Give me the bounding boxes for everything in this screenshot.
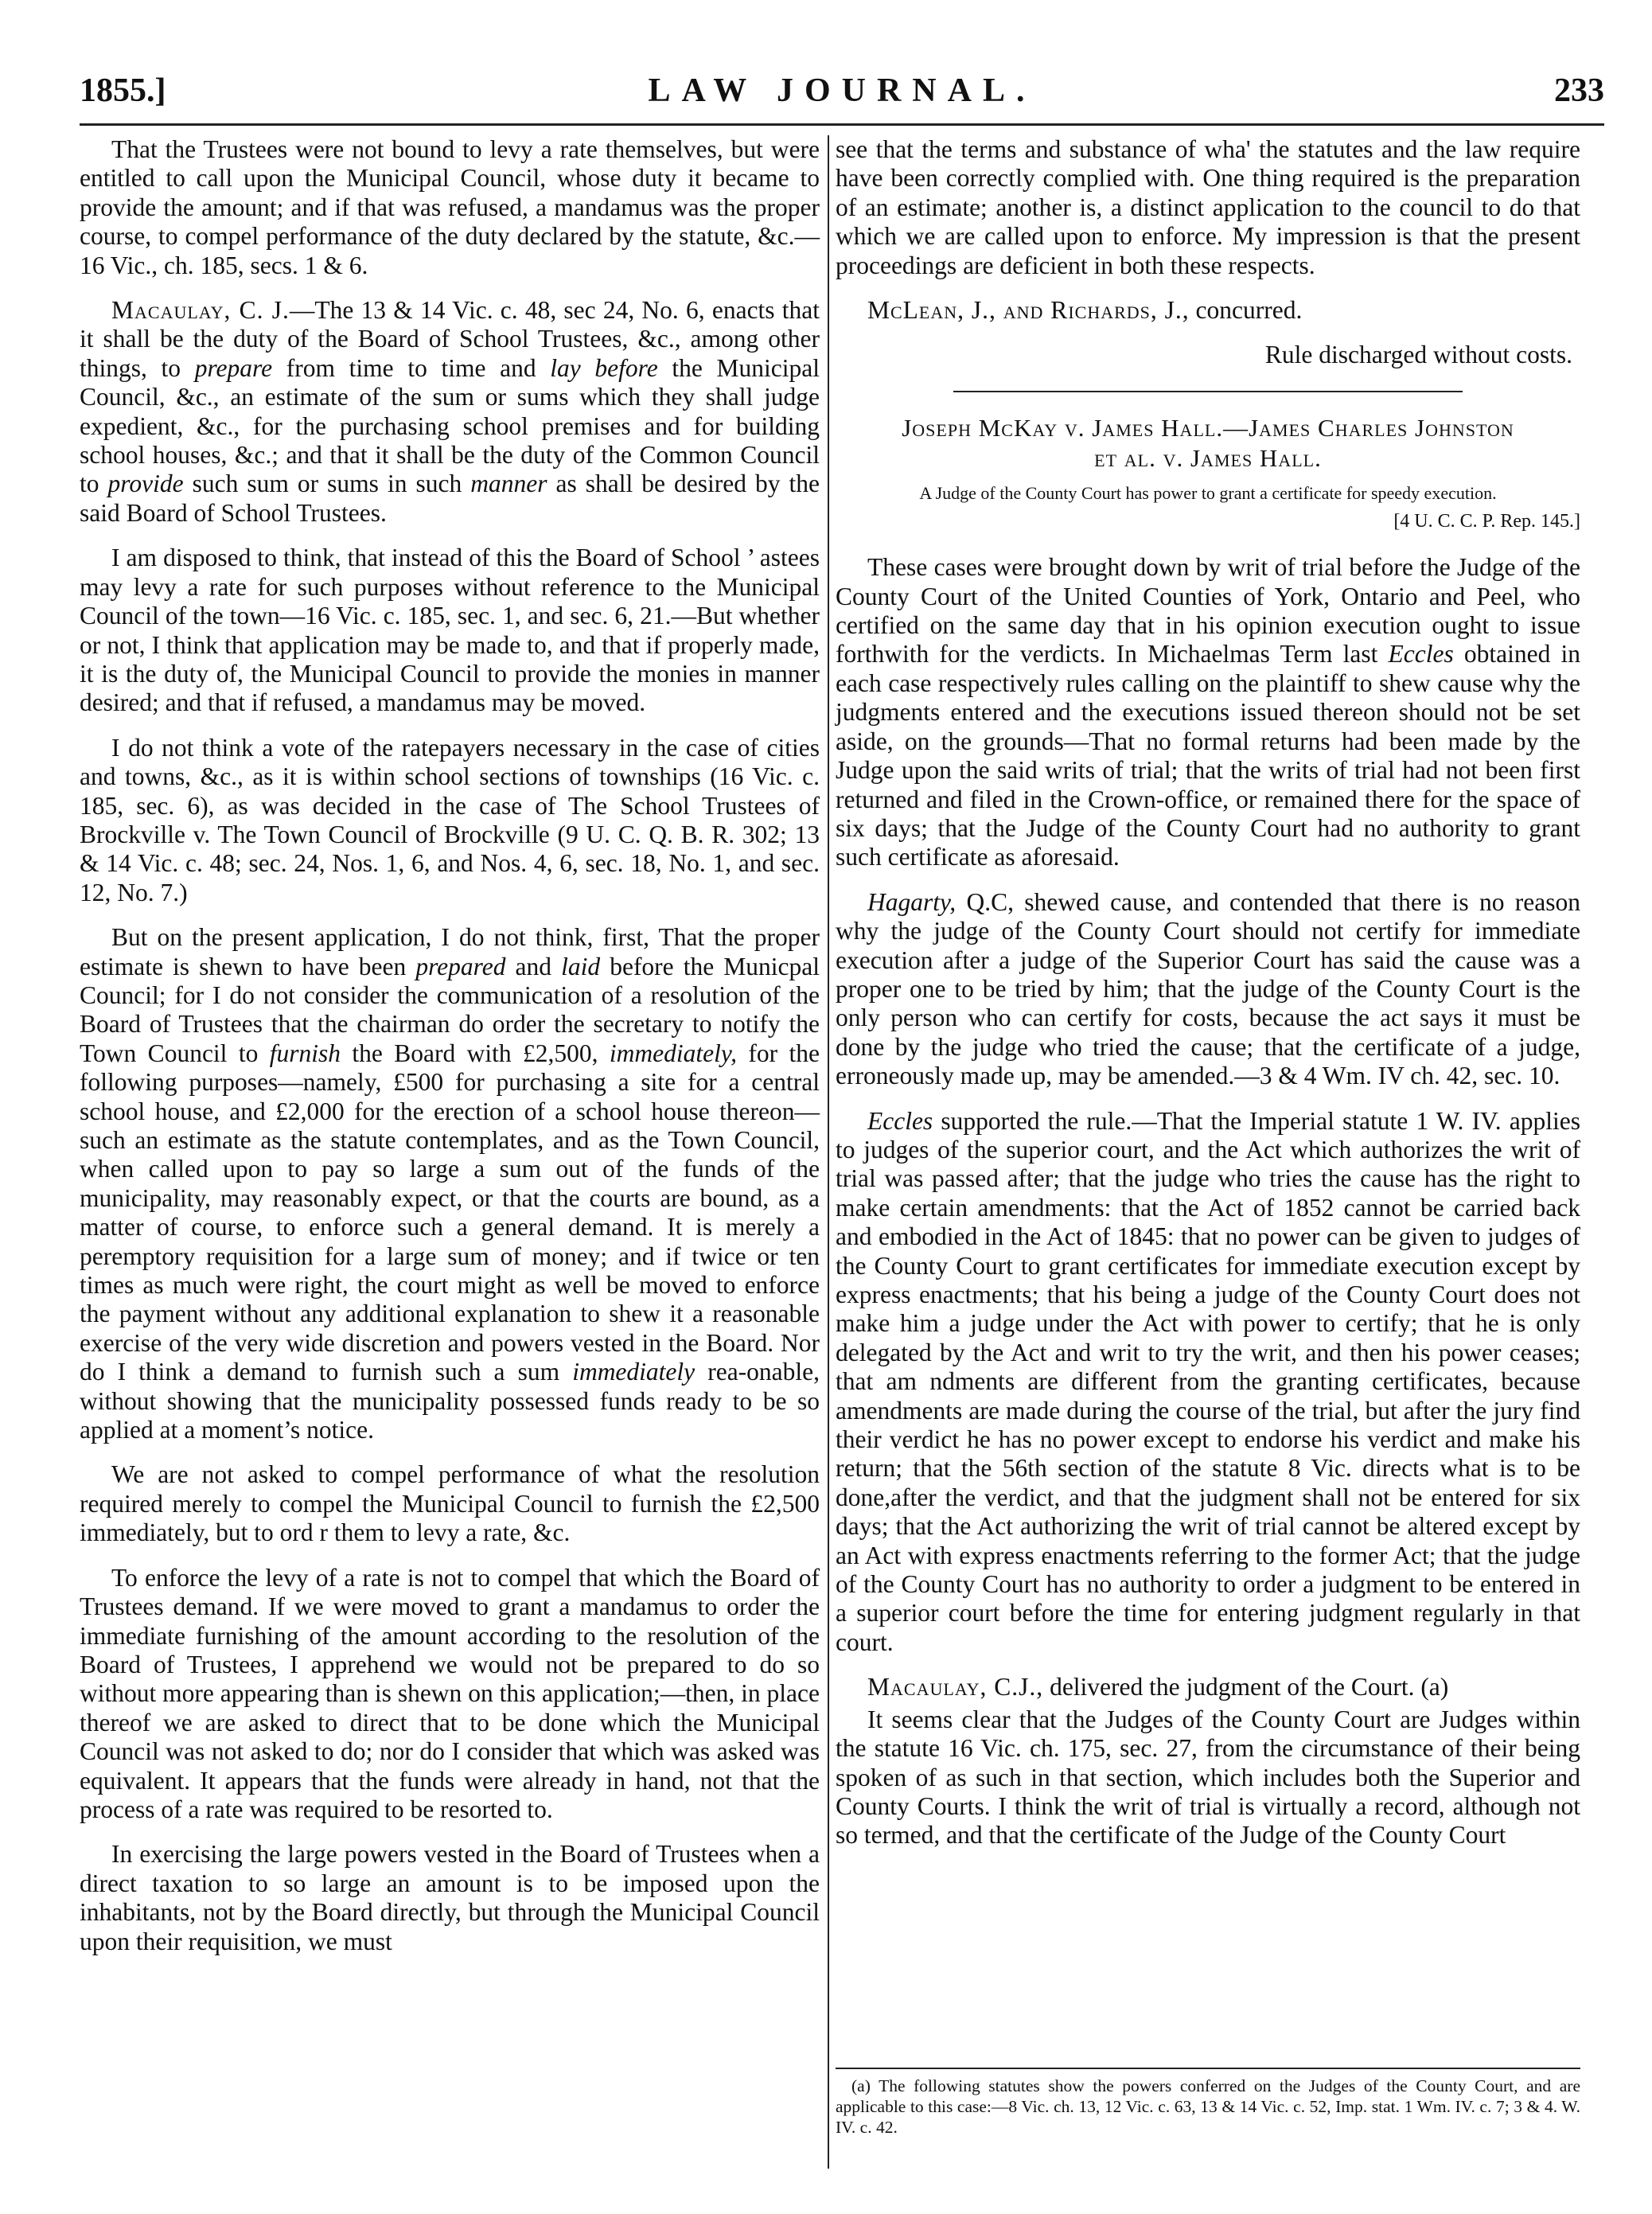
paragraph: But on the present application, I do not think, first, That the proper estimate is shewn to have been prepared and laid before the Municpal Council; for I do not consider the communication of a resolution of the Board of Trustees that the chairman do order the secretary to notify the Town Council to furnish the Board with £2,500, immediately, for the following purposes—namely, £500 for purchasing a site for a central school house, and £2,000 for the erection of a school house thereon—such an estimate as the statute contemplates, and as the Town Council, when called upon to pay so large a sum out of the funds of the municipality, may reasonably expect, or that the courts are bound, as a matter of course, to enforce such a general demand. It is merely a peremptory requisition for a large sum of money; and if twice or ten times as much were right, the court might as well be moved to enforce the payment without any additional explanation to shew it a reasonable exercise of the very wide discretion and powers vested in the Board. Nor do I think a demand to furnish such a sum immediately rea-onable, without showing that the municipality possessed funds ready to be so applied at a moment’s notice. [80,923,820,1444]
right-column [836,135,1580,1866]
page-header [80,72,1604,119]
header-year: 1855.] [80,72,166,109]
paragraph: I do not think a vote of the ratepayers necessary in the case of cities and towns, &c., as it is within school sections of townships (16 Vic. c. 185, sec. 6), as was decided in the case of The School Trustees of Brockville v. The Town Council of Brockville (9 U. C. Q. B. R. 302; 13 & 14 Vic. c. 48; sec. 24, Nos. 1, 6, and Nos. 4, 6, sec. 18, No. 1, and sec. 12, No. 7.) [80,733,820,906]
paragraph: Macaulay, C.J., delivered the judgment of the Court. (a) [867,1673,1449,1701]
paragraph: To enforce the levy of a rate is not to compel that which the Board of Trustees demand. If we were moved to grant a mandamus to order the immediate furnishing of the amount according to the resolution of the Board of Trustees, I apprehend we would not be prepared to do so without more appearing than is shewn on this application;—then, in place thereof we are asked to direct that to be done which the Municipal Council was not asked to do; nor do I consider that which was asked was equivalent. It appears that the funds were already in hand, not that the process of a rate was required to be resorted to. [80,1563,820,1823]
paragraph: These cases were brought down by writ of trial before the Judge of the County Court of the United Counties of York, Ontario and Peel, who certified on the same day that in his opinion execution ought to issue forthwith for the verdicts. In Michaelmas Term last Eccles obtained in each case respectively rules calling on the plaintiff to shew cause why the judgments entered and the executions issued thereon should not be set aside, on the grounds—That no formal returns had been made by the Judge upon the said writs of trial; that the writs of trial had not been first returned and filed in the Crown-office, or remained there for the space of six days; that the Judge of the County Court had no authority to grant such certificate as aforesaid. [836,553,1580,871]
footnote-rule [836,2068,1580,2069]
column-divider [828,135,829,2169]
judge-name: Macaulay, C.J., [867,1673,1044,1701]
paragraph: McLean, J., and Richards, J., concurred. [867,296,1303,325]
paragraph: Eccles supported the rule.—That the Imperial statute 1 W. IV. applies to judges of the superior court, and the Act which authorizes the writ of trial was passed after; that the judge who tries the cause has the right to make certain amendments: that the Act of 1852 cannot be carried back and embodied in the Act of 1845: that no power can be given to judges of the County Court to grant certificates for immediate execution except by express enactments; that his being a judge of the County Court does not make him a judge under the Act with power to certify; that he is only delegated by the Act and writ to try the writ, and then his power ceases; that am ndments are different from the granting certificates, because amendments are made during the course of the trial, but after the jury find their verdict he has no power except to endorse his verdict and make his return; that the 56th section of the statute 8 Vic. directs what is to be done,after the verdict, and that the judgment shall not be entered for six days; that the Act authorizing the writ of trial cannot be altered except by an Act with express enactments referring to the former Act; that the judge of the County Court has no authority to order a judgment to be entered in a superior court before the time for entering judgment regularly in that court. [836,1106,1580,1656]
headnote: A Judge of the County Court has power to grant a certificate for speedy execution. [919,482,1497,503]
paragraph: In exercising the large powers vested in the Board of Trustees when a direct taxation to so large an amount is to be imposed upon the inhabitants, not by the Board directly, but through the Municipal Council upon their requisition, we must [80,1840,820,1955]
paragraph: It seems clear that the Judges of the County Court are Judges within the statute 16 Vic. ch. 175, sec. 27, from the circumstance of their being spoken of as such in that section, which includes both the Superior and County Courts. I think the writ of trial is virtually a record, although not so termed, and that the certificate of the Judge of the County Court [836,1705,1580,1850]
paragraph: I am disposed to think, that instead of this the Board of School ’ astees may levy a rate for such purposes without reference to the Municipal Council of the town—16 Vic. c. 185, sec. 1, and sec. 6, 21.—But whether or not, I think that application may be made to, and that if properly made, it is the duty of, the Municipal Council to provide the monies in manner desired; and that if refused, a mandamus may be moved. [80,544,820,717]
judge-name: Macaulay, C. J. [111,296,290,325]
paragraph: see that the terms and substance of wha' the statutes and the law require have been correctly complied with. One thing required is the preparation of an estimate; another is, a distinct application to the council to do that which we are called upon to enforce. My impression is that the present proceedings are deficient in both these respects. [836,135,1580,279]
paragraph: We are not asked to compel performance of what the resolution required merely to compel the Municipal Council to furnish the £2,500 immediately, but to ord r them to levy a rate, &c. [80,1460,820,1547]
header-rule [80,123,1604,126]
left-column [80,135,820,1972]
rule-discharged: Rule discharged without costs. [1264,341,1572,369]
footnote: (a) The following statutes show the powers conferred on the Judges of the County Court, and are applicable to this case:—8 Vic. ch. 13, 12 Vic. c. 63, 13 & 14 Vic. c. 52, Imp. stat. 1 Wm. IV. c. 7; 3 & 4. W. IV. c. 42. [836,2076,1580,2137]
paragraph: That the Trustees were not bound to levy a rate themselves, but were entitled to call upon the Municipal Council, whose duty it became to provide the amount; and if that was refused, a mandamus was the proper course, to compel performance of the duty declared by the statute, &c.—16 Vic., ch. 185, secs. 1 & 6. [80,135,820,279]
section-divider [953,391,1463,392]
paragraph: Macaulay, C. J.—The 13 & 14 Vic. c. 48, sec 24, No. 6, enacts that it shall be the duty of the Board of School Trustees, &c., among other things, to prepare from time to time and lay before the Municipal Council, &c., an estimate of the sum or sums which they shall judge expedient, &c., for the purchasing school premises and for building school houses, &c.; and that it shall be the duty of the Common Council to provide such sum or sums in such manner as shall be desired by the said Board of School Trustees. [80,296,820,527]
header-page-number: 233 [1554,72,1604,109]
judge-names: McLean, J., and Richards, J., [867,296,1190,325]
paragraph: Hagarty, Q.C, shewed cause, and contended that there is no reason why the judge of the County Court should not certify for immediate execution after a judge of the Superior Court has said the cause was a proper one to be tried by him; that the judge of the County Court is the only person who can certify for costs, because the act says it must be done by the judge who tried the cause; that the certificate of a judge, erroneously made up, may be amended.—3 & 4 Wm. IV ch. 42, sec. 10. [836,887,1580,1090]
header-title: LAW JOURNAL. [648,72,1036,109]
citation: [4 U. C. C. P. Rep. 145.] [1393,510,1580,532]
case-title: Joseph McKay v. James Hall.—James Charles Johnston et al. v. James Hall. [902,413,1514,472]
